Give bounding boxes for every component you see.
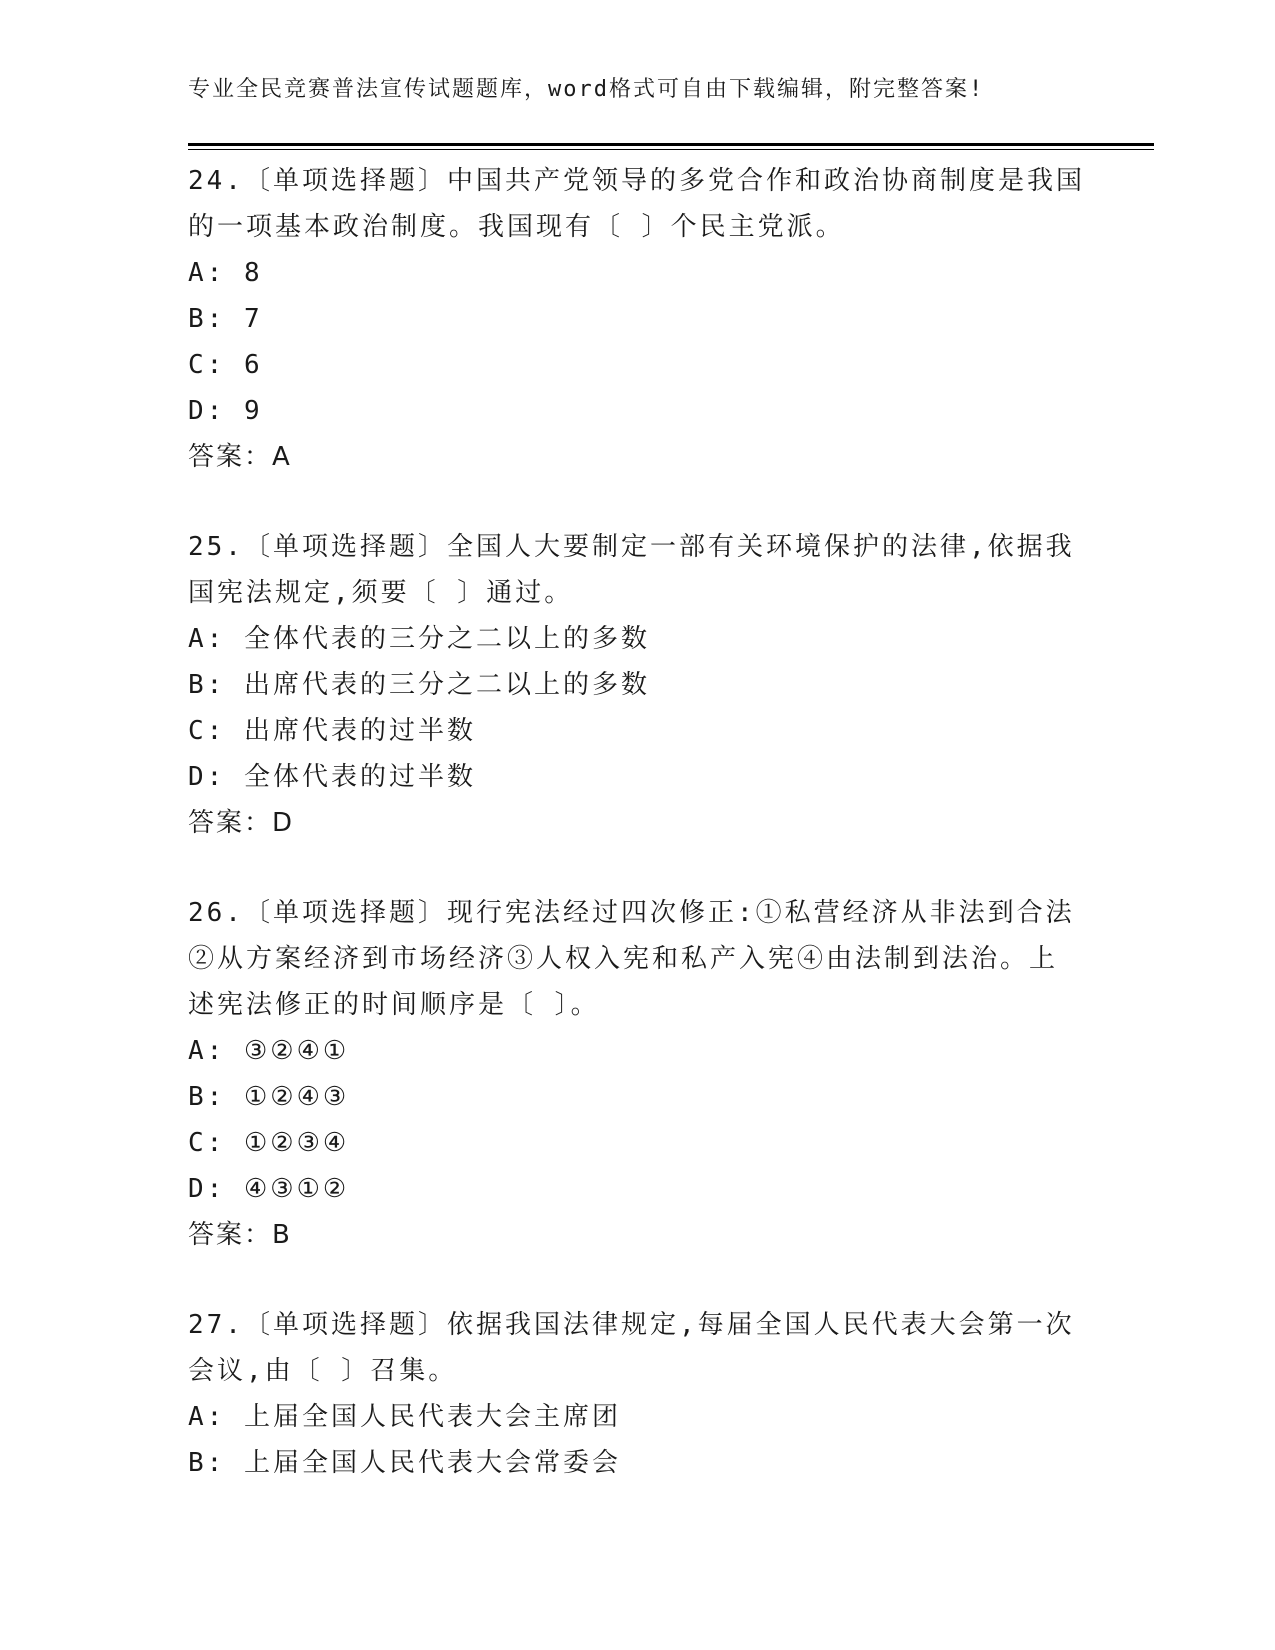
option-d: D: 全体代表的过半数	[188, 762, 476, 792]
header-divider-thick	[188, 143, 1154, 146]
question-25	[188, 524, 1088, 846]
option-c: C: 6	[188, 350, 263, 380]
question-stem: 述宪法修正的时间顺序是〔 〕。	[188, 990, 600, 1020]
option-d: D: 9	[188, 396, 263, 426]
question-27	[188, 1302, 1088, 1486]
question-stem: ②从方案经济到市场经济③人权入宪和私产入宪④由法制到法治。上	[188, 944, 1059, 974]
answer: 答案：D	[188, 808, 295, 838]
option-b: B: 7	[188, 304, 263, 334]
option-c: C: 出席代表的过半数	[188, 716, 476, 746]
question-stem: 27.〔单项选择题〕依据我国法律规定,每届全国人民代表大会第一次	[188, 1310, 1075, 1340]
question-stem: 24.〔单项选择题〕中国共产党领导的多党合作和政治协商制度是我国	[188, 166, 1085, 196]
document-header: 专业全民竞赛普法宣传试题题库，word格式可自由下载编辑，附完整答案!	[188, 77, 985, 102]
question-list	[188, 158, 1088, 1530]
option-c: C: ①②③④	[188, 1128, 350, 1158]
question-stem: 25.〔单项选择题〕全国人大要制定一部有关环境保护的法律,依据我	[188, 532, 1075, 562]
question-stem: 会议,由〔 〕召集。	[188, 1356, 458, 1386]
option-b: B: ①②④③	[188, 1082, 350, 1112]
option-a: A: 全体代表的三分之二以上的多数	[188, 624, 650, 654]
answer: 答案：A	[188, 442, 292, 472]
header-divider-thin	[188, 149, 1154, 150]
question-stem: 的一项基本政治制度。我国现有〔 〕个民主党派。	[188, 212, 845, 242]
answer: 答案：B	[188, 1220, 292, 1250]
question-stem: 26.〔单项选择题〕现行宪法经过四次修正:①私营经济从非法到合法	[188, 898, 1075, 928]
question-26	[188, 890, 1088, 1258]
option-a: A: ③②④①	[188, 1036, 350, 1066]
option-a: A: 8	[188, 258, 263, 288]
question-24	[188, 158, 1088, 480]
option-d: D: ④③①②	[188, 1174, 350, 1204]
option-a: A: 上届全国人民代表大会主席团	[188, 1402, 621, 1432]
question-stem: 国宪法规定,须要〔 〕通过。	[188, 578, 574, 608]
option-b: B: 出席代表的三分之二以上的多数	[188, 670, 650, 700]
option-b: B: 上届全国人民代表大会常委会	[188, 1448, 621, 1478]
